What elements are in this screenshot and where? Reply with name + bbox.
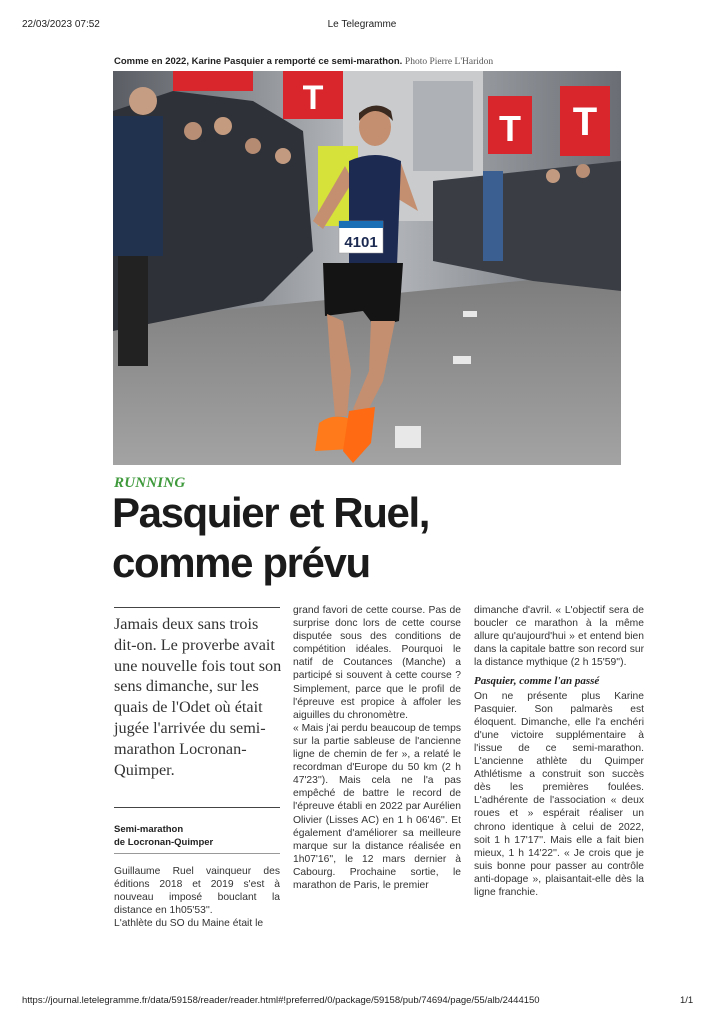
col2-paragraph: « Mais j'ai perdu beaucoup de temps sur la partie sableuse de l'ancienne ligne de chemin de fer », a relaté le recordman d'Europe du 50 km (2 h 47'23''). Mais cela ne l'a pas empêché de battre le record de l'épreuve établi en 2022 par Aurélien Olivier (Lisses AC) en 1 h 06'46''. Et également d'améliorer sa meilleure marque sur la distance réalisée en 1h07'16'', le 12 mars dernier à Cabourg. Prochaine sortie, le marathon de Paris, le premier bbox=[293, 722, 461, 891]
runner-photo-illustration bbox=[113, 71, 621, 465]
spectator-head bbox=[214, 117, 232, 135]
spectator-head bbox=[275, 148, 291, 164]
photo-caption-text: Comme en 2022, Karine Pasquier a remporté ce semi-marathon. bbox=[114, 56, 403, 67]
print-page-title: Le Telegramme bbox=[327, 19, 397, 30]
spectator-head bbox=[245, 138, 261, 154]
road-marking bbox=[395, 426, 421, 448]
lede-bottom-rule bbox=[114, 807, 280, 808]
banner-letter: T bbox=[499, 108, 521, 149]
col3-paragraph: dimanche d'avril. « L'objectif sera de boucler ce marathon à la même allure qu'aujourd'hui » et entend bien dans la capitale battre son record sur la distance mythique (2 h 15'59''). bbox=[474, 605, 644, 669]
print-url: https://journal.letelegramme.fr/data/59158/reader/reader.html#!preferred/0/package/59158/pub/74694/page/55/alb/2444150 bbox=[22, 995, 540, 1006]
col1-paragraph: L'athlète du SO du Maine était le bbox=[114, 918, 264, 930]
spectator-head bbox=[576, 164, 590, 178]
photo-credit: Photo Pierre L'Haridon bbox=[404, 57, 494, 67]
banner-letter: T bbox=[302, 79, 324, 117]
article-title-line-2: comme prévu bbox=[112, 539, 370, 586]
background-sign bbox=[413, 81, 473, 171]
col3-paragraph: On ne présente plus Karine Pasquier. Son palmarès est éloquent. Dimanche, elle l'a enchéri d'une victoire supplémentaire à l'issue de ce semi-marathon. L'ancienne athlète du Quimper Athlétisme a construit son succès dès les premières foulées. L'adhérente de l'association « deux roues et » espérait réaliser un chrono identique à celui de 2022, soit 1 h 17'17''. Mais elle a fait bien mieux, 1 h 14'22''. « Je crois que je suis bonne pour passer au contrôle anti-dopage », plaisantait-elle dès la ligne franchie. bbox=[474, 690, 644, 898]
col2-paragraph: grand favori de cette course. Pas de surprise donc lors de cette course disputée sous des conditions de compétition idéales. Pourquoi le natif de Coutances (Manche) a participé si souvent à cette course ? Simplement, parce que le profil de l'épreuve est propice à affoler les aiguilles du chronomètre. bbox=[293, 605, 461, 721]
spectator-head bbox=[546, 169, 560, 183]
article-photo bbox=[113, 71, 621, 465]
banner-letter: T bbox=[572, 100, 598, 144]
runner-background bbox=[483, 171, 503, 261]
article-lede: Jamais deux sans trois dit-on. Le proverbe avait une nouvelle fois tout son sens dimanche, sur les quais de l'Odet où était jugée l'arrivée du semi-marathon Locronan-Quimper. bbox=[114, 615, 282, 779]
event-subhead-line-1: Semi-marathon bbox=[114, 824, 184, 835]
lede-top-rule bbox=[114, 607, 280, 608]
spectator-body bbox=[113, 116, 163, 256]
article-title-line-1: Pasquier et Ruel, bbox=[112, 489, 429, 536]
col1-paragraph: Guillaume Ruel vainqueur des éditions 2018 et 2019 s'est à nouveau imposé bouclant la distance en 1h05'53''. bbox=[114, 866, 280, 917]
photo-caption bbox=[114, 56, 493, 67]
road-marking bbox=[453, 356, 471, 364]
print-page-number: 1/1 bbox=[680, 995, 694, 1006]
runner-bib-header bbox=[339, 221, 383, 228]
print-datetime: 22/03/2023 07:52 bbox=[22, 19, 100, 30]
banner bbox=[173, 71, 253, 91]
subhead-rule bbox=[114, 853, 280, 854]
event-subhead bbox=[114, 823, 284, 849]
road-marking bbox=[463, 311, 477, 317]
col3-interhead: Pasquier, comme l'an passé bbox=[474, 675, 600, 688]
article-column-1 bbox=[114, 865, 280, 930]
section-kicker: RUNNING bbox=[114, 475, 186, 491]
article-column-2 bbox=[293, 604, 461, 892]
bib-number: 4101 bbox=[344, 234, 378, 251]
spectator-head bbox=[129, 87, 157, 115]
event-subhead-line-2: de Locronan-Quimper bbox=[114, 837, 214, 848]
article-column-3 bbox=[474, 604, 644, 934]
spectator-legs bbox=[118, 256, 148, 366]
article-title bbox=[112, 488, 632, 588]
spectator-head bbox=[184, 122, 202, 140]
